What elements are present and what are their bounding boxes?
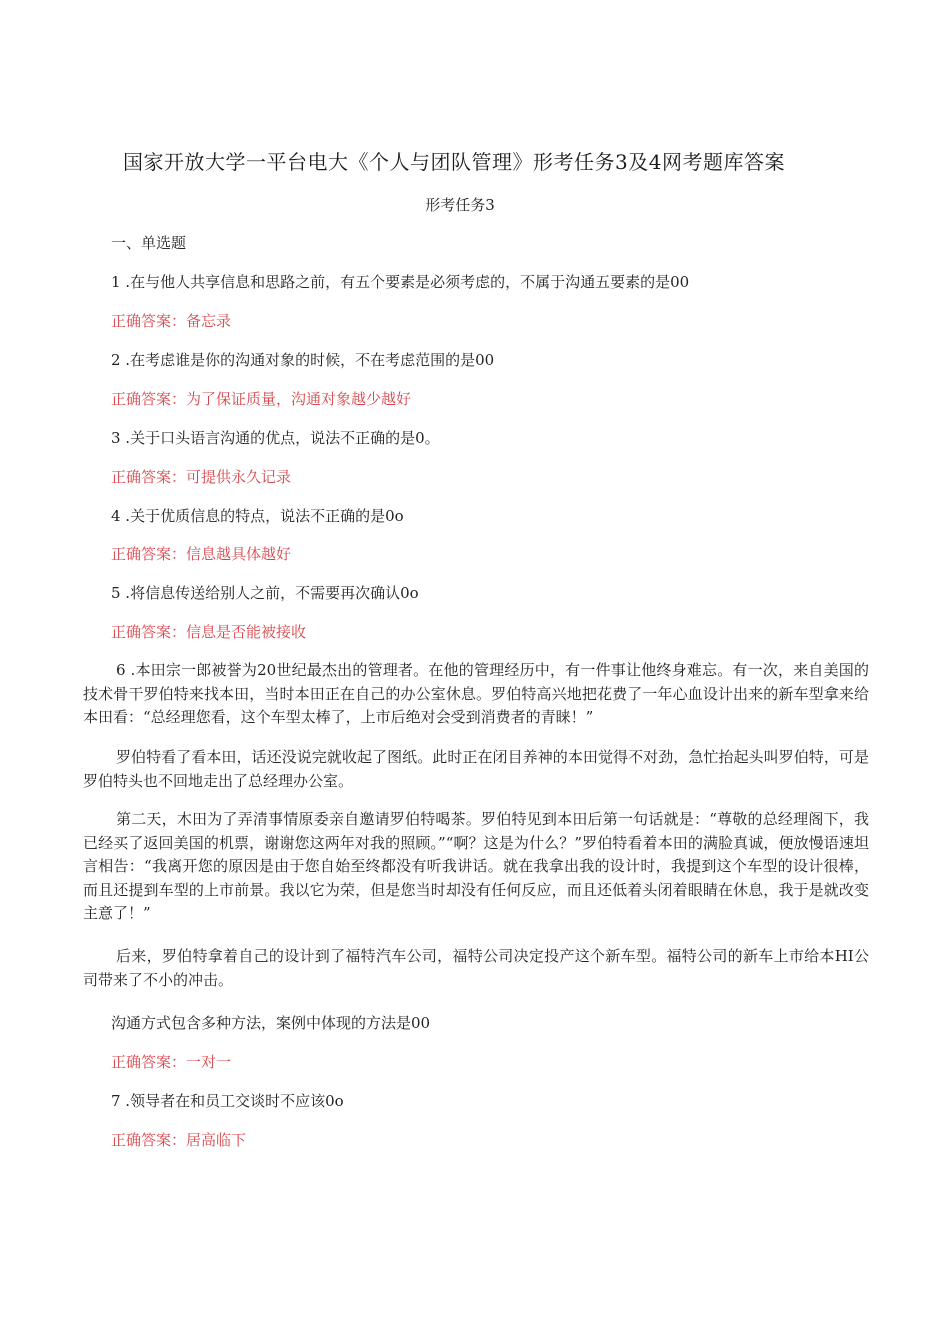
answer-7: 正确答案：居高临下 [111,1131,247,1149]
question-7: 7 .领导者在和员工交谈时不应该0o [111,1092,344,1110]
answer-1: 正确答案：备忘录 [111,312,232,330]
section-heading: 一、单选题 [111,234,187,252]
question-6: 沟通方式包含多种方法，案例中体现的方法是00 [111,1014,431,1032]
case-paragraph-4: 后来，罗伯特拿着自己的设计到了福特汽车公司，福特公司决定投产这个新车型。福特公司的新车上市给本HI公司带来了不小的冲击。 [83,947,869,989]
document-title: 国家开放大学一平台电大《个人与团队管理》形考任务3及4网考题库答案 [123,150,785,174]
question-3: 3 .关于口头语言沟通的优点，说法不正确的是0。 [111,429,440,447]
question-1: 1 .在与他人共享信息和思路之前，有五个要素是必须考虑的，不属于沟通五要素的是00 [111,273,690,291]
answer-2: 正确答案：为了保证质量，沟通对象越少越好 [111,390,412,408]
answer-3: 正确答案：可提供永久记录 [111,468,292,486]
case-paragraph-3: 第二天，木田为了弄清事情原委亲自邀请罗伯特喝茶。罗伯特见到本田后第一句话就是：“尊敬的总经理阁下，我已经买了返回美国的机票，谢谢您这两年对我的照顾。”“啊？这是为什么？”罗伯特看着本田的满脸真诚，便放慢语速坦言相告：“我离开您的原因是由于您自始至终都没有听我讲话。就在我拿出我的设计时，我提到这个车型的设计很棒，而且还提到车型的上市前景。我以它为荣，但是您当时却没有任何反应，而且还低着头闭着眼睛在休息，我于是就改变主意了！” [83,810,869,922]
case-paragraph-1: 6 .本田宗一郎被誉为20世纪最杰出的管理者。在他的管理经历中，有一件事让他终身难忘。有一次，来自美国的技术骨干罗伯特来找本田，当时本田正在自己的办公室休息。罗伯特高兴地把花费了一年心血设计出来的新车型拿来给本田看：“总经理您看，这个车型太棒了，上市后绝对会受到消费者的青睐！” [83,661,869,726]
case-paragraph-2: 罗伯特看了看本田，话还没说完就收起了图纸。此时正在闭目养神的本田觉得不对劲，急忙抬起头叫罗伯特，可是罗伯特头也不回地走出了总经理办公室。 [83,748,869,790]
answer-6: 正确答案：一对一 [111,1053,232,1071]
answer-4: 正确答案：信息越具体越好 [111,545,292,563]
answer-5: 正确答案：信息是否能被接收 [111,623,307,641]
question-5: 5 .将信息传送给别人之前，不需要再次确认0o [111,584,419,602]
question-2: 2 .在考虑谁是你的沟通对象的时候，不在考虑范围的是00 [111,351,495,369]
document-subtitle: 形考任务3 [425,196,495,214]
question-4: 4 .关于优质信息的特点，说法不正确的是0o [111,507,404,525]
